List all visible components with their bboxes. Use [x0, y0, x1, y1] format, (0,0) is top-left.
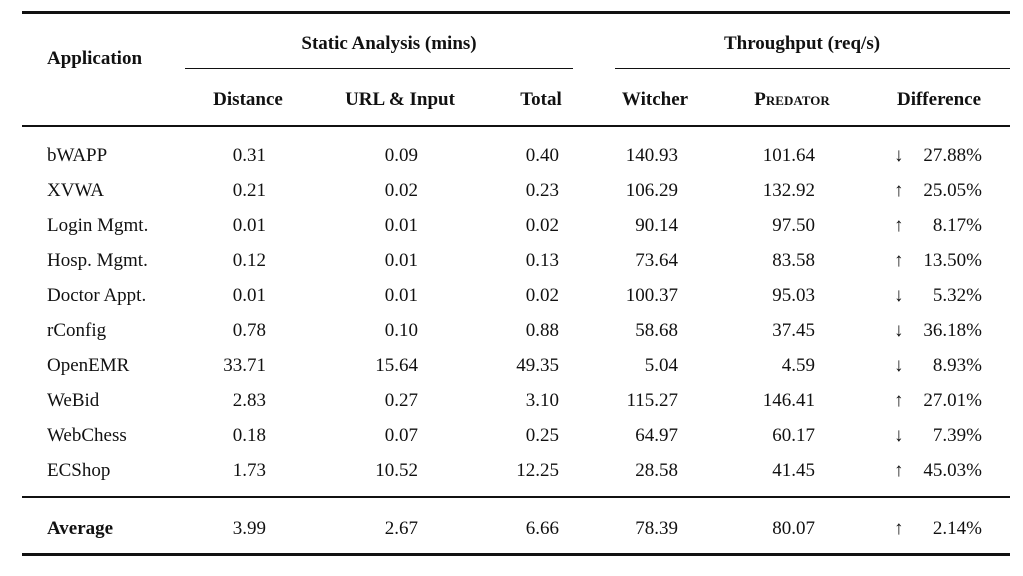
header-url-input: URL & Input [345, 89, 455, 110]
difference-value: 8.17% [932, 215, 982, 236]
header-difference: Difference [896, 89, 982, 110]
cell-difference [894, 425, 982, 447]
cell-predator: 146.41 [762, 390, 815, 411]
cell-app-name: Login Mgmt. [47, 215, 149, 236]
cell-app-name: Hosp. Mgmt. [47, 250, 148, 271]
header-predator: Predator [754, 89, 830, 110]
difference-value: 45.03% [923, 460, 982, 481]
average-difference [894, 518, 982, 540]
cell-witcher: 106.29 [625, 180, 678, 201]
cell-difference [894, 320, 982, 342]
average-url-input: 2.67 [384, 518, 418, 539]
cell-distance: 0.21 [232, 180, 266, 201]
bottom-rule [22, 553, 1010, 556]
header-throughput: Throughput (req/s) [723, 33, 881, 54]
cell-total: 0.40 [525, 145, 559, 166]
cell-predator: 95.03 [772, 285, 815, 306]
cell-witcher: 100.37 [625, 285, 678, 306]
difference-value: 5.32% [932, 285, 982, 306]
cell-witcher: 73.64 [635, 250, 678, 271]
arrow-up-icon: ↑ [894, 390, 904, 411]
cell-url-input: 0.01 [384, 250, 418, 271]
average-predator: 80.07 [772, 518, 815, 539]
throughput-group-rule [615, 68, 1010, 69]
difference-value: 13.50% [923, 250, 982, 271]
cell-total: 49.35 [516, 355, 559, 376]
cell-app-name: WebChess [47, 425, 127, 446]
cell-total: 0.88 [525, 320, 559, 341]
cell-url-input: 0.10 [384, 320, 418, 341]
difference-value: 27.88% [923, 145, 982, 166]
cell-total: 0.25 [525, 425, 559, 446]
cell-url-input: 0.09 [384, 145, 418, 166]
arrow-down-icon: ↓ [894, 320, 904, 341]
cell-difference [894, 250, 982, 272]
cell-predator: 60.17 [772, 425, 815, 446]
average-arrow-icon: ↑ [894, 518, 904, 539]
cell-difference [894, 215, 982, 237]
cell-difference [894, 460, 982, 482]
cell-difference [894, 285, 982, 307]
header-rule [22, 125, 1010, 127]
cell-predator: 41.45 [772, 460, 815, 481]
cell-predator: 37.45 [772, 320, 815, 341]
header-witcher: Witcher [621, 89, 689, 110]
difference-value: 8.93% [932, 355, 982, 376]
average-witcher: 78.39 [635, 518, 678, 539]
cell-distance: 0.01 [232, 285, 266, 306]
average-rule [22, 496, 1010, 498]
cell-url-input: 0.07 [384, 425, 418, 446]
cell-witcher: 140.93 [625, 145, 678, 166]
cell-witcher: 115.27 [626, 390, 678, 411]
cell-witcher: 5.04 [644, 355, 678, 376]
average-total: 6.66 [525, 518, 559, 539]
cell-distance: 0.78 [232, 320, 266, 341]
cell-url-input: 0.01 [384, 215, 418, 236]
arrow-down-icon: ↓ [894, 425, 904, 446]
cell-url-input: 10.52 [375, 460, 418, 481]
header-application: Application [47, 48, 143, 69]
cell-predator: 4.59 [781, 355, 815, 376]
top-rule [22, 11, 1010, 14]
cell-app-name: OpenEMR [47, 355, 130, 376]
cell-witcher: 90.14 [635, 215, 678, 236]
arrow-up-icon: ↑ [894, 180, 904, 201]
cell-total: 0.02 [525, 285, 559, 306]
difference-value: 27.01% [923, 390, 982, 411]
cell-app-name: XVWA [47, 180, 104, 201]
cell-predator: 97.50 [772, 215, 815, 236]
average-distance: 3.99 [232, 518, 266, 539]
cell-url-input: 0.01 [384, 285, 418, 306]
arrow-up-icon: ↑ [894, 250, 904, 271]
cell-distance: 0.18 [232, 425, 266, 446]
cell-app-name: WeBid [47, 390, 100, 411]
cell-total: 3.10 [525, 390, 559, 411]
arrow-up-icon: ↑ [894, 460, 904, 481]
cell-url-input: 15.64 [375, 355, 418, 376]
cell-total: 0.13 [525, 250, 559, 271]
cell-distance: 1.73 [232, 460, 266, 481]
cell-app-name: ECShop [47, 460, 111, 481]
cell-distance: 0.12 [232, 250, 266, 271]
cell-url-input: 0.27 [384, 390, 418, 411]
cell-distance: 33.71 [223, 355, 266, 376]
cell-witcher: 64.97 [635, 425, 678, 446]
cell-witcher: 28.58 [635, 460, 678, 481]
cell-predator: 83.58 [772, 250, 815, 271]
cell-distance: 0.01 [232, 215, 266, 236]
cell-difference [894, 390, 982, 412]
difference-value: 25.05% [923, 180, 982, 201]
cell-difference [894, 180, 982, 202]
header-distance: Distance [213, 89, 283, 110]
average-label: Average [47, 518, 114, 539]
arrow-up-icon: ↑ [894, 215, 904, 236]
header-static-analysis: Static Analysis (mins) [301, 33, 477, 54]
difference-value: 36.18% [923, 320, 982, 341]
cell-predator: 132.92 [762, 180, 815, 201]
cell-predator: 101.64 [762, 145, 815, 166]
cell-total: 12.25 [516, 460, 559, 481]
difference-value: 7.39% [932, 425, 982, 446]
cell-distance: 0.31 [232, 145, 266, 166]
arrow-down-icon: ↓ [894, 355, 904, 376]
cell-app-name: Doctor Appt. [47, 285, 147, 306]
static-group-rule [185, 68, 573, 69]
cell-total: 0.23 [525, 180, 559, 201]
cell-witcher: 58.68 [635, 320, 678, 341]
cell-distance: 2.83 [232, 390, 266, 411]
cell-difference [894, 145, 982, 167]
cell-app-name: rConfig [47, 320, 107, 341]
arrow-down-icon: ↓ [894, 145, 904, 166]
cell-total: 0.02 [525, 215, 559, 236]
average-diff-value: 2.14% [932, 518, 982, 539]
header-total: Total [520, 89, 562, 110]
cell-difference [894, 355, 982, 377]
cell-app-name: bWAPP [47, 145, 108, 166]
cell-url-input: 0.02 [384, 180, 418, 201]
arrow-down-icon: ↓ [894, 285, 904, 306]
